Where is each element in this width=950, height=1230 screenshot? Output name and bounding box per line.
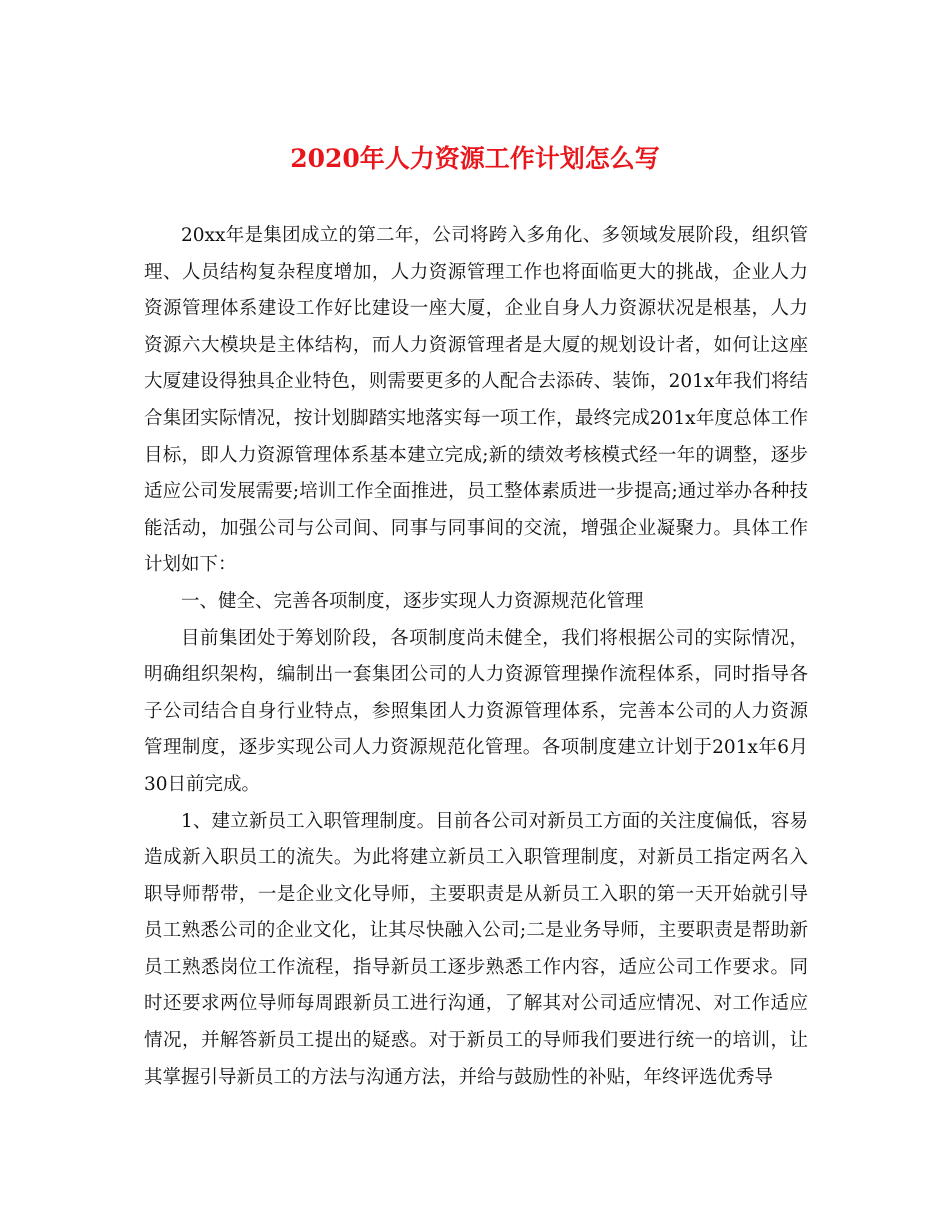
document-body: [144, 218, 808, 1096]
paragraph-item-1: 1、建立新员工入职管理制度。目前各公司对新员工方面的关注度偏低，容易造成新入职员工的流失。为此将建立新员工入职管理制度，对新员工指定两名入职导师帮带，一是企业文化导师，主要职责是从新员工入职的第一天开始就引导员工熟悉公司的企业文化，让其尽快融入公司;二是业务导师，主要职责是帮助新员工熟悉岗位工作流程，指导新员工逐步熟悉工作内容，适应公司工作要求。同时还要求两位导师每周跟新员工进行沟通，了解其对公司适应情况、对工作适应情况，并解答新员工提出的疑惑。对于新员工的导师我们要进行统一的培训，让其掌握引导新员工的方法与沟通方法，并给与鼓励性的补贴，年终评选优秀导: [144, 810, 808, 1088]
section-heading-1: 一、健全、完善各项制度，逐步实现人力资源规范化管理: [181, 590, 644, 612]
paragraph-intro: 20xx年是集团成立的第二年，公司将跨入多角化、多领域发展阶段，组织管理、人员结构复杂程度增加，人力资源管理工作也将面临更大的挑战，企业人力资源管理体系建设工作好比建设一座大厦，企业自身人力资源状况是根基，人力资源六大模块是主体结构，而人力资源管理者是大厦的规划设计者，如何让这座大厦建设得独具企业特色，则需要更多的人配合去添砖、装饰，201x年我们将结合集团实际情况，按计划脚踏实地落实每一项工作，最终完成201x年度总体工作目标，即人力资源管理体系基本建立完成;新的绩效考核模式经一年的调整，逐步适应公司发展需要;培训工作全面推进，员工整体素质进一步提高;通过举办各种技能活动，加强公司与公司间、同事与同事间的交流，增强企业凝聚力。具体工作计划如下：: [144, 225, 808, 576]
document-title: 2020年人力资源工作计划怎么写: [290, 144, 660, 173]
paragraph-section-1: 目前集团处于筹划阶段，各项制度尚未健全，我们将根据公司的实际情况，明确组织架构，编制出一套集团公司的人力资源管理操作流程体系，同时指导各子公司结合自身行业特点，参照集团人力资源管理体系，完善本公司的人力资源管理制度，逐步实现公司人力资源规范化管理。各项制度建立计划于201x年6月30日前完成。: [144, 627, 808, 795]
